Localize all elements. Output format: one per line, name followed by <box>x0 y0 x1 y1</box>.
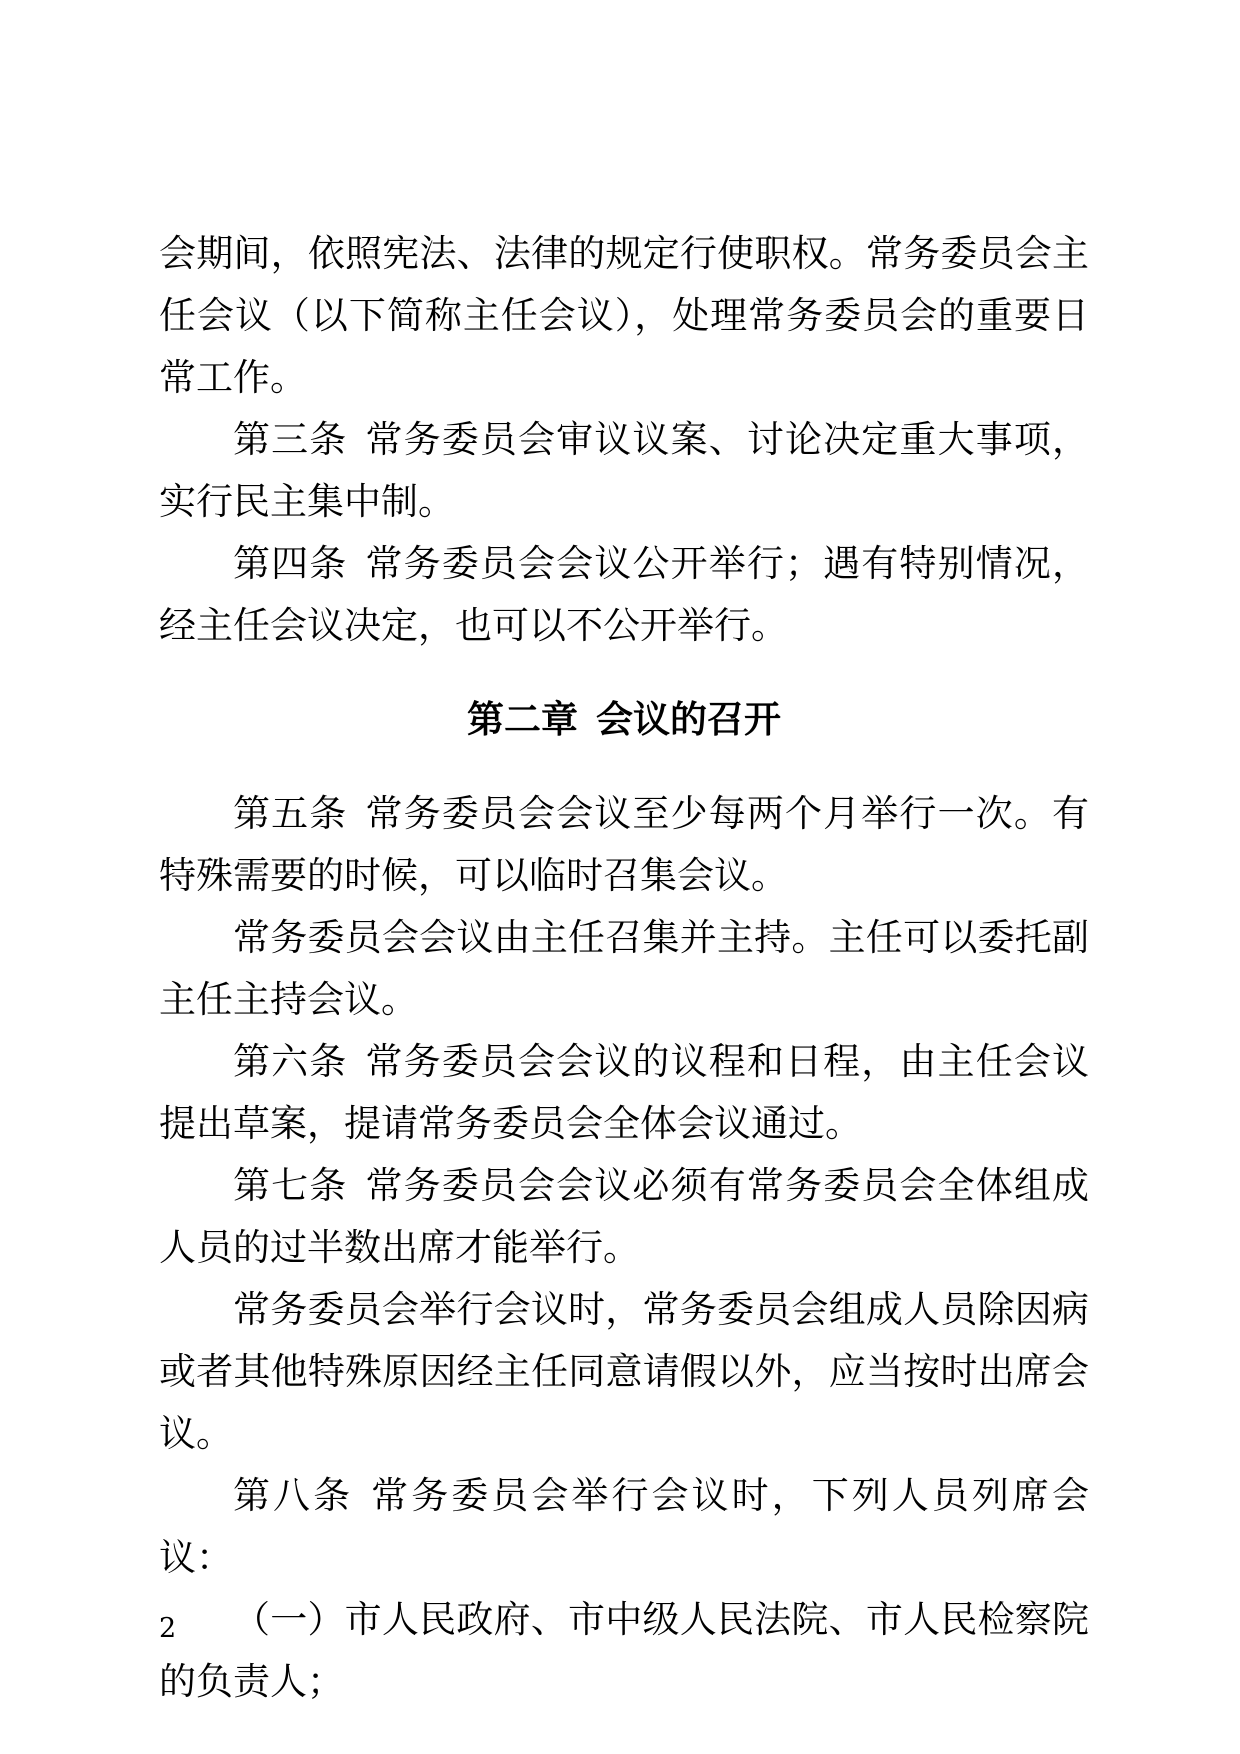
paragraph-text: 常务委员会举行会议时，常务委员会组成人员除因病或者其他特殊原因经主任同意请假以外，应当按时出席会议。 <box>159 1288 1089 1455</box>
article-number: 第八条 <box>233 1474 354 1517</box>
item-text: （一）市人民政府、市中级人民法院、市人民检察院的负责人； <box>159 1598 1089 1703</box>
article-number: 第三条 <box>233 418 348 461</box>
article-7 <box>159 1155 1089 1279</box>
page-number: 2 <box>159 1613 177 1644</box>
article-number: 第六条 <box>233 1040 348 1083</box>
article-text: 常务委员会审议议案、讨论决定重大事项，实行民主集中制。 <box>159 418 1090 523</box>
paragraph-text: 会期间，依照宪法、法律的规定行使职权。常务委员会主任会议（以下简称主任会议），处理常务委员会的重要日常工作。 <box>159 232 1089 399</box>
article-7-paragraph-2 <box>159 1279 1089 1465</box>
chapter-title: 会议的召开 <box>596 698 781 741</box>
article-number: 第七条 <box>233 1164 348 1207</box>
body-text <box>159 223 1089 1713</box>
article-text: 常务委员会会议必须有常务委员会全体组成人员的过半数出席才能举行。 <box>159 1164 1090 1269</box>
article-text: 常务委员会会议至少每两个月举行一次。有特殊需要的时候，可以临时召集会议。 <box>159 792 1090 897</box>
chapter-number: 第二章 <box>467 698 578 741</box>
article-5-paragraph-2 <box>159 907 1089 1031</box>
paragraph-text: 常务委员会会议由主任召集并主持。主任可以委托副主任主持会议。 <box>159 916 1089 1021</box>
article-text: 常务委员会举行会议时，下列人员列席会议： <box>159 1474 1090 1579</box>
article-6 <box>159 1031 1089 1155</box>
article-8-item-1 <box>159 1589 1089 1713</box>
article-text: 常务委员会会议公开举行；遇有特别情况，经主任会议决定，也可以不公开举行。 <box>159 542 1090 647</box>
article-4 <box>159 533 1089 657</box>
paragraph-continued <box>159 223 1089 409</box>
article-5 <box>159 783 1089 907</box>
chapter-heading <box>159 689 1089 751</box>
article-number: 第四条 <box>233 542 348 585</box>
article-8 <box>159 1465 1089 1589</box>
article-3 <box>159 409 1089 533</box>
article-number: 第五条 <box>233 792 348 835</box>
article-text: 常务委员会会议的议程和日程，由主任会议提出草案，提请常务委员会全体会议通过。 <box>159 1040 1090 1145</box>
